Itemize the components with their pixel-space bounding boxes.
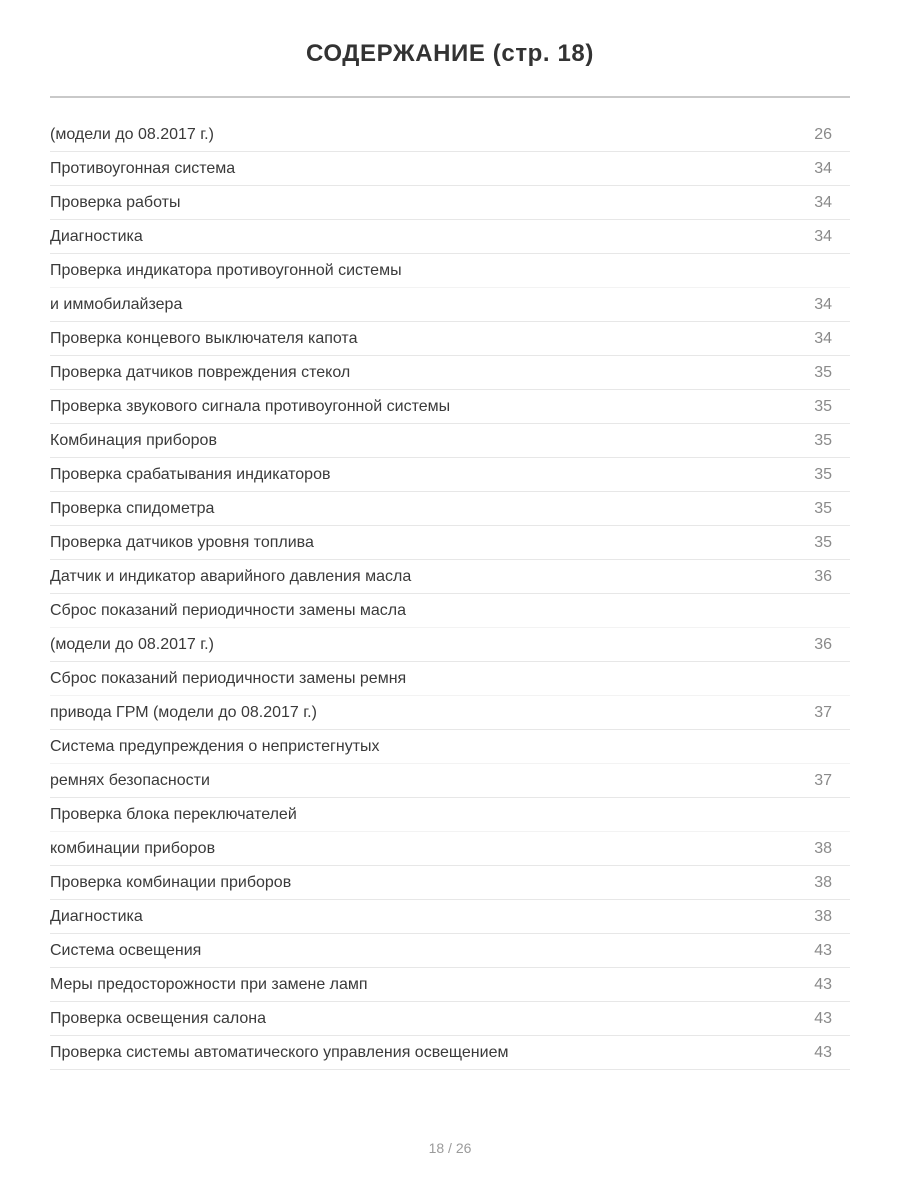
toc-row[interactable] bbox=[50, 492, 850, 526]
toc-row[interactable] bbox=[50, 254, 850, 288]
toc-row[interactable] bbox=[50, 220, 850, 254]
toc-entry-label: (модели до 08.2017 г.) bbox=[50, 635, 214, 653]
toc-row[interactable] bbox=[50, 832, 850, 866]
toc-row[interactable] bbox=[50, 1036, 850, 1070]
toc-row[interactable] bbox=[50, 594, 850, 628]
toc-entry-label: Система предупреждения о непристегнутых bbox=[50, 737, 380, 755]
toc-entry-page: 37 bbox=[814, 703, 832, 721]
toc-entry-page: 35 bbox=[814, 397, 832, 415]
toc-row[interactable] bbox=[50, 356, 850, 390]
toc-entry-page: 34 bbox=[814, 295, 832, 313]
toc-entry-page: 36 bbox=[814, 635, 832, 653]
toc-entry-page: 34 bbox=[814, 329, 832, 347]
page-indicator: 18 / 26 bbox=[428, 1140, 472, 1156]
toc-row[interactable] bbox=[50, 866, 850, 900]
toc-row[interactable] bbox=[50, 1002, 850, 1036]
title-divider bbox=[50, 96, 850, 98]
toc-row[interactable] bbox=[50, 764, 850, 798]
toc-entry-label: Проверка системы автоматического управления освещением bbox=[50, 1043, 509, 1061]
toc-entry-label: Проверка работы bbox=[50, 193, 181, 211]
toc-entry-page: 26 bbox=[814, 125, 832, 143]
toc-entry-page: 38 bbox=[814, 873, 832, 891]
toc-entry-label: Проверка освещения салона bbox=[50, 1009, 267, 1027]
toc-entry-page: 38 bbox=[814, 907, 832, 925]
toc-row[interactable] bbox=[50, 560, 850, 594]
toc-entry-page: 43 bbox=[814, 1009, 832, 1027]
toc-entry-label: Диагностика bbox=[50, 907, 143, 925]
toc-list bbox=[50, 118, 850, 1070]
toc-entry-label: Меры предосторожности при замене ламп bbox=[50, 975, 368, 993]
toc-row[interactable] bbox=[50, 628, 850, 662]
toc-entry-page: 34 bbox=[814, 193, 832, 211]
toc-entry-label: Сброс показаний периодичности замены масла bbox=[50, 601, 407, 619]
toc-entry-label: ремнях безопасности bbox=[50, 771, 210, 789]
toc-entry-label: Проверка датчиков уровня топлива bbox=[50, 533, 314, 551]
toc-entry-label: Проверка комбинации приборов bbox=[50, 873, 292, 891]
toc-entry-label: Сброс показаний периодичности замены ремня bbox=[50, 669, 407, 687]
toc-entry-label: Проверка блока переключателей bbox=[50, 805, 297, 823]
toc-row[interactable] bbox=[50, 152, 850, 186]
toc-row[interactable] bbox=[50, 968, 850, 1002]
toc-entry-page: 35 bbox=[814, 363, 832, 381]
toc-row[interactable] bbox=[50, 118, 850, 152]
toc-row[interactable] bbox=[50, 322, 850, 356]
toc-row[interactable] bbox=[50, 900, 850, 934]
toc-entry-page: 35 bbox=[814, 499, 832, 517]
toc-row[interactable] bbox=[50, 390, 850, 424]
toc-row[interactable] bbox=[50, 934, 850, 968]
toc-entry-page: 43 bbox=[814, 975, 832, 993]
toc-entry-label: (модели до 08.2017 г.) bbox=[50, 125, 214, 143]
toc-entry-page: 34 bbox=[814, 227, 832, 245]
toc-entry-page: 34 bbox=[814, 159, 832, 177]
page-title: СОДЕРЖАНИЕ (стр. 18) bbox=[306, 40, 594, 67]
toc-entry-label: Проверка спидометра bbox=[50, 499, 215, 517]
toc-entry-label: Противоугонная система bbox=[50, 159, 236, 177]
toc-entry-label: Система освещения bbox=[50, 941, 202, 959]
toc-entry-page: 43 bbox=[814, 1043, 832, 1061]
toc-page bbox=[50, 0, 850, 1156]
toc-entry-page: 43 bbox=[814, 941, 832, 959]
toc-entry-label: Комбинация приборов bbox=[50, 431, 217, 449]
toc-row[interactable] bbox=[50, 424, 850, 458]
toc-row[interactable] bbox=[50, 288, 850, 322]
toc-entry-label: Проверка концевого выключателя капота bbox=[50, 329, 358, 347]
toc-row[interactable] bbox=[50, 730, 850, 764]
toc-entry-label: комбинации приборов bbox=[50, 839, 216, 857]
toc-row[interactable] bbox=[50, 526, 850, 560]
toc-entry-page: 38 bbox=[814, 839, 832, 857]
toc-row[interactable] bbox=[50, 662, 850, 696]
toc-entry-label: и иммобилайзера bbox=[50, 295, 183, 313]
toc-entry-page: 35 bbox=[814, 431, 832, 449]
toc-entry-page: 35 bbox=[814, 465, 832, 483]
toc-row[interactable] bbox=[50, 458, 850, 492]
toc-entry-label: Проверка звукового сигнала противоугонной системы bbox=[50, 397, 451, 415]
toc-entry-label: привода ГРМ (модели до 08.2017 г.) bbox=[50, 703, 317, 721]
toc-row[interactable] bbox=[50, 696, 850, 730]
toc-entry-label: Датчик и индикатор аварийного давления масла bbox=[50, 567, 412, 585]
toc-entry-label: Проверка срабатывания индикаторов bbox=[50, 465, 331, 483]
toc-entry-page: 37 bbox=[814, 771, 832, 789]
toc-entry-label: Проверка индикатора противоугонной системы bbox=[50, 261, 402, 279]
toc-entry-label: Проверка датчиков повреждения стекол bbox=[50, 363, 351, 381]
toc-row[interactable] bbox=[50, 186, 850, 220]
toc-entry-page: 35 bbox=[814, 533, 832, 551]
toc-entry-page: 36 bbox=[814, 567, 832, 585]
toc-row[interactable] bbox=[50, 798, 850, 832]
toc-entry-label: Диагностика bbox=[50, 227, 143, 245]
